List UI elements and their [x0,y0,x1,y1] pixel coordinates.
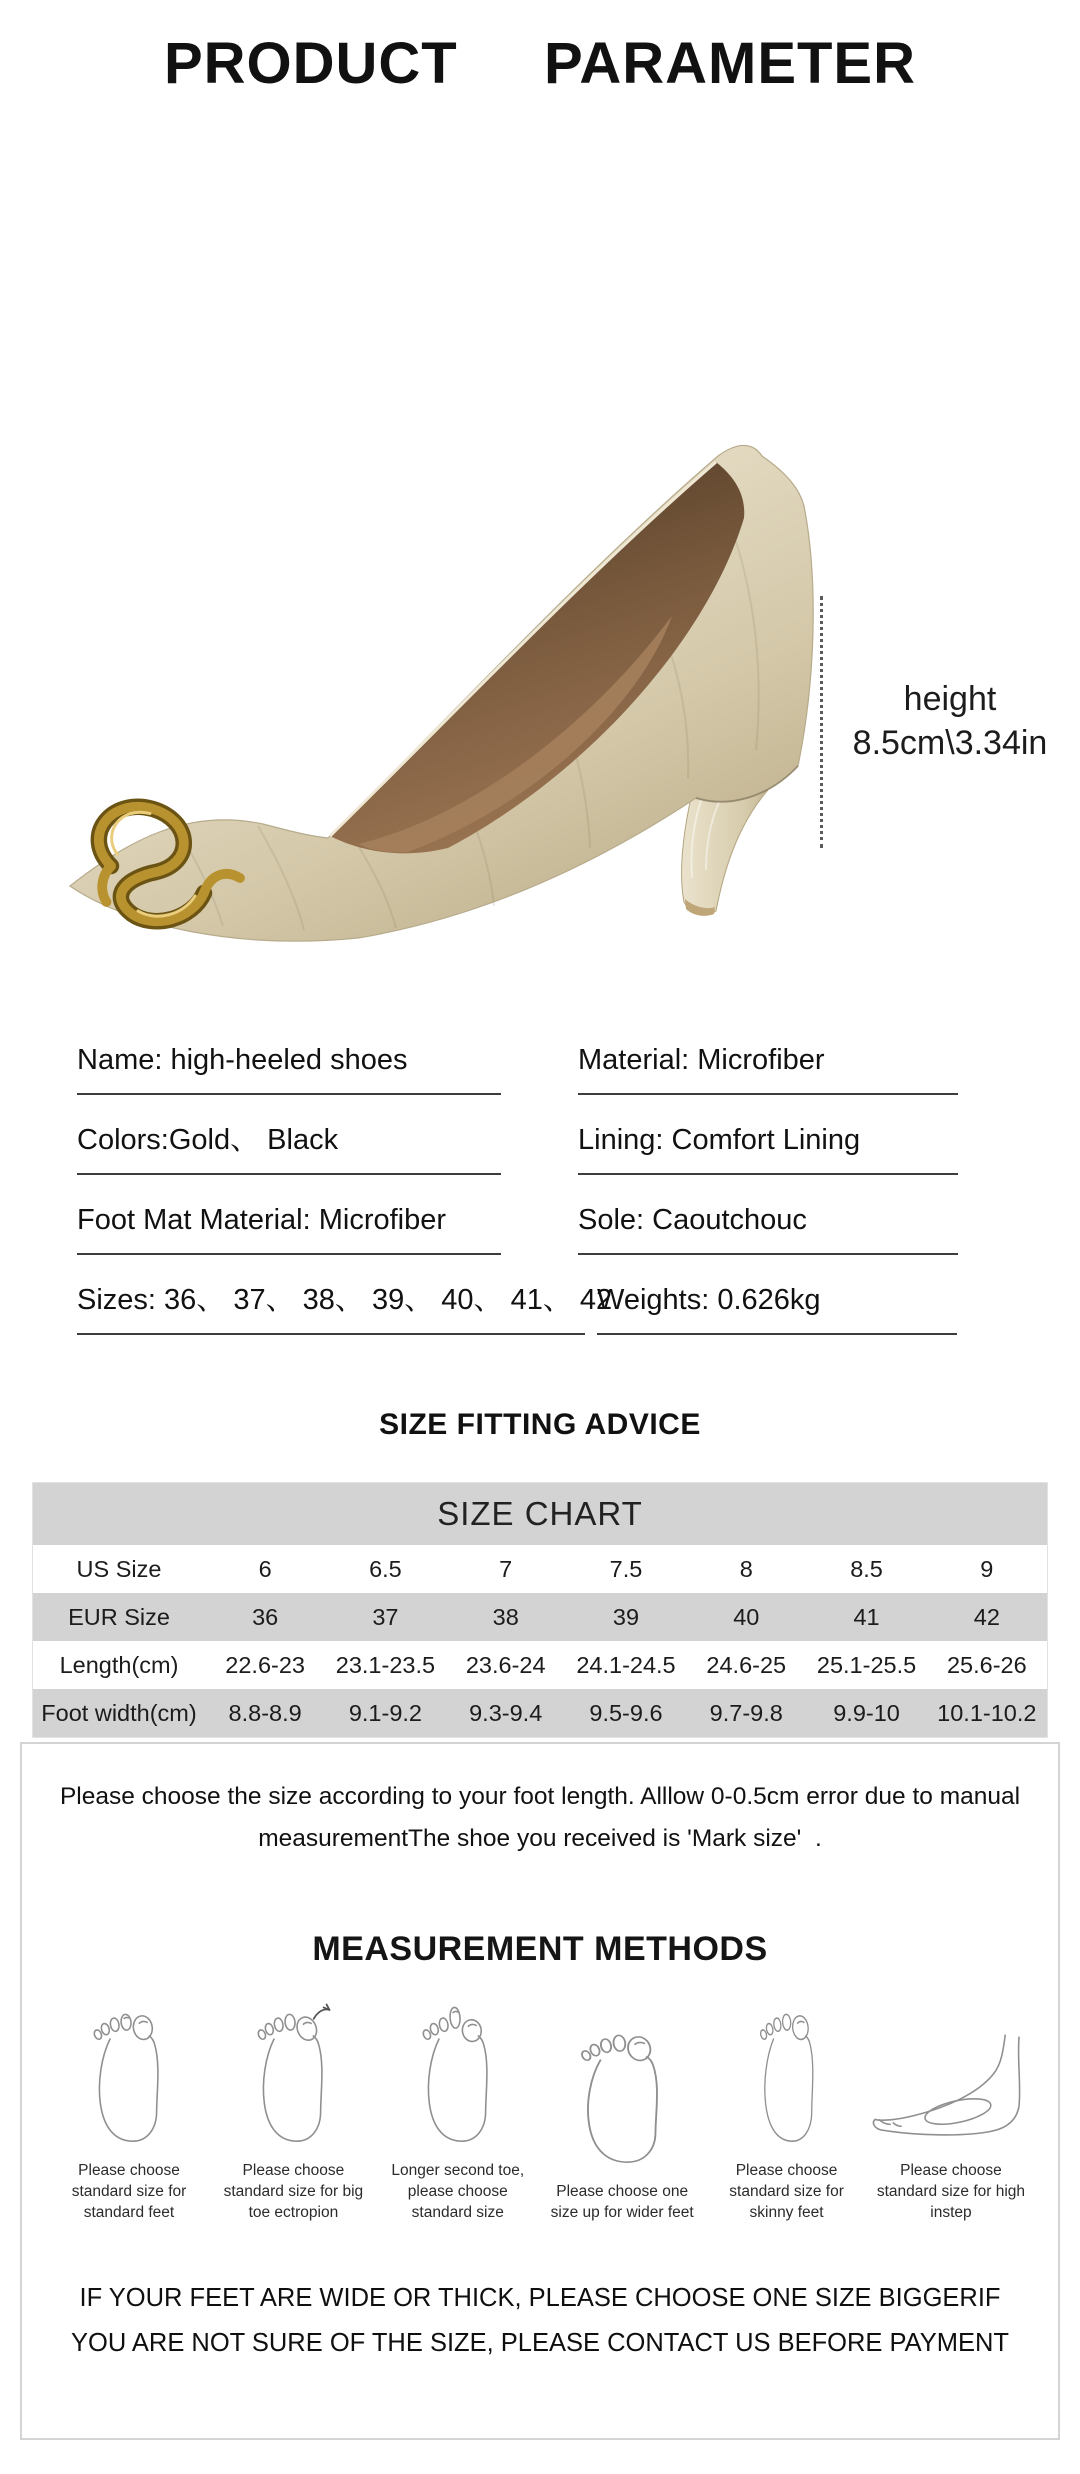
cell: 10.1-10.2 [937,1699,1037,1726]
size-chart-row-length [33,1641,1047,1689]
foot-skinny-icon [731,2003,843,2151]
height-value: 8.5cm\3.34in [852,723,1048,762]
measurement-advice-box [20,1742,1060,2440]
spec-material: Material: Microfiber [578,1040,958,1095]
size-chart-row-eur [33,1593,1047,1641]
cell: 36 [252,1603,279,1630]
cell: 9.3-9.4 [469,1699,543,1726]
foot-item-wider-feet [543,2024,701,2224]
cell: 38 [492,1603,519,1630]
size-chart-row-width [33,1689,1047,1737]
spec-name: Name: high-heeled shoes [77,1040,501,1095]
cell: 6.5 [369,1555,402,1582]
foot-caption: Longer second toe, please choose standard size [391,2162,525,2222]
cell: 7 [499,1555,513,1582]
row-label: Foot width(cm) [41,1699,197,1726]
cell: 8.5 [850,1555,883,1582]
cell: 40 [733,1603,760,1630]
size-chart-row-us [33,1545,1047,1593]
foot-caption: Please choose standard size for high instep [876,2162,1026,2222]
spec-sizes: Sizes: 36、 37、 38、 39、 40、 41、 42 [77,1280,585,1335]
spec-foot-mat: Foot Mat Material: Microfiber [77,1200,501,1255]
cell: 8 [739,1555,753,1582]
foot-item-skinny-feet [708,2003,866,2224]
foot-caption: Please choose standard size for big toe ectropion [223,2162,364,2222]
size-note-line1: Please choose the size according to your foot length. Alllow 0-0.5cm error due to manual [59,1783,1021,1810]
foot-item-big-toe-ectropion [214,2003,372,2224]
cell: 24.1-24.5 [576,1651,676,1678]
height-annotation [832,678,1068,765]
cell: 9.5-9.6 [589,1699,663,1726]
spec-colors: Colors:Gold、 Black [77,1120,501,1175]
cell: 9 [980,1555,994,1582]
footer-note-line1: IF YOUR FEET ARE WIDE OR THICK, PLEASE CHOOSE ONE SIZE BIGGERIF [79,2284,1001,2313]
foot-caption: Please choose one size up for wider feet [550,2183,694,2222]
cell: 6 [258,1555,272,1582]
spec-lining: Lining: Comfort Lining [578,1120,958,1175]
cell: 22.6-23 [225,1651,305,1678]
foot-caption: Please choose standard size for skinny feet [729,2162,844,2222]
cell: 39 [612,1603,640,1630]
cell: 7.5 [609,1555,643,1582]
row-label: EUR Size [68,1603,170,1630]
footer-note-line2: YOU ARE NOT SURE OF THE SIZE, PLEASE CONTACT US BEFORE PAYMENT [70,2329,1009,2358]
spec-row-3 [0,1200,1080,1280]
spec-sole: Sole: Caoutchouc [578,1200,958,1255]
row-label: Length(cm) [59,1651,179,1678]
spec-row-4 [0,1280,1080,1360]
cell: 25.1-25.5 [816,1651,917,1678]
spec-row-2 [0,1120,1080,1200]
cell: 42 [973,1603,1000,1630]
foot-item-high-instep [872,2003,1030,2224]
cell: 23.6-24 [465,1651,546,1678]
page-title: PRODUCT PARAMETER [163,31,917,96]
heel-height-measure-line [820,596,823,848]
cell: 41 [853,1603,880,1630]
height-label: height [903,680,997,718]
foot-high-instep-icon [867,2003,1035,2151]
spec-weights: Weights: 0.626kg [597,1280,957,1335]
cell: 9.1-9.2 [348,1699,422,1726]
row-label: US Size [76,1555,162,1582]
foot-standard-icon [73,2003,185,2151]
foot-longer-second-toe-icon [402,2003,514,2151]
spec-list [0,1040,1080,1360]
cell: 24.6-25 [706,1651,787,1678]
measurement-methods-heading: MEASUREMENT METHODS [312,1930,768,1969]
cell: 37 [372,1603,399,1630]
foot-caption: Please choose standard size for standard feet [71,2162,187,2222]
foot-big-toe-ectropion-icon [237,2003,349,2151]
cell: 9.7-9.8 [709,1699,783,1726]
size-chart-table [32,1482,1048,1738]
cell: 8.8-8.9 [228,1699,302,1726]
size-note [22,1776,1058,1860]
footer-note [22,2276,1058,2367]
size-chart-header: SIZE CHART [33,1483,1047,1545]
measurement-methods-illustrations [22,2003,1058,2224]
foot-item-standard [50,2003,208,2224]
spec-row-1 [0,1040,1080,1120]
cell: 25.6-26 [946,1651,1027,1678]
cell: 23.1-23.5 [335,1651,436,1678]
size-fitting-advice-heading: SIZE FITTING ADVICE [379,1408,701,1441]
product-photo [0,378,1080,963]
foot-item-longer-second-toe [379,2003,537,2224]
cell: 9.9-10 [833,1699,900,1726]
size-note-line2: measurementThe shoe you received is 'Mark size' . [258,1825,822,1853]
shoe-illustration [28,378,838,958]
foot-wider-icon [566,2024,678,2172]
